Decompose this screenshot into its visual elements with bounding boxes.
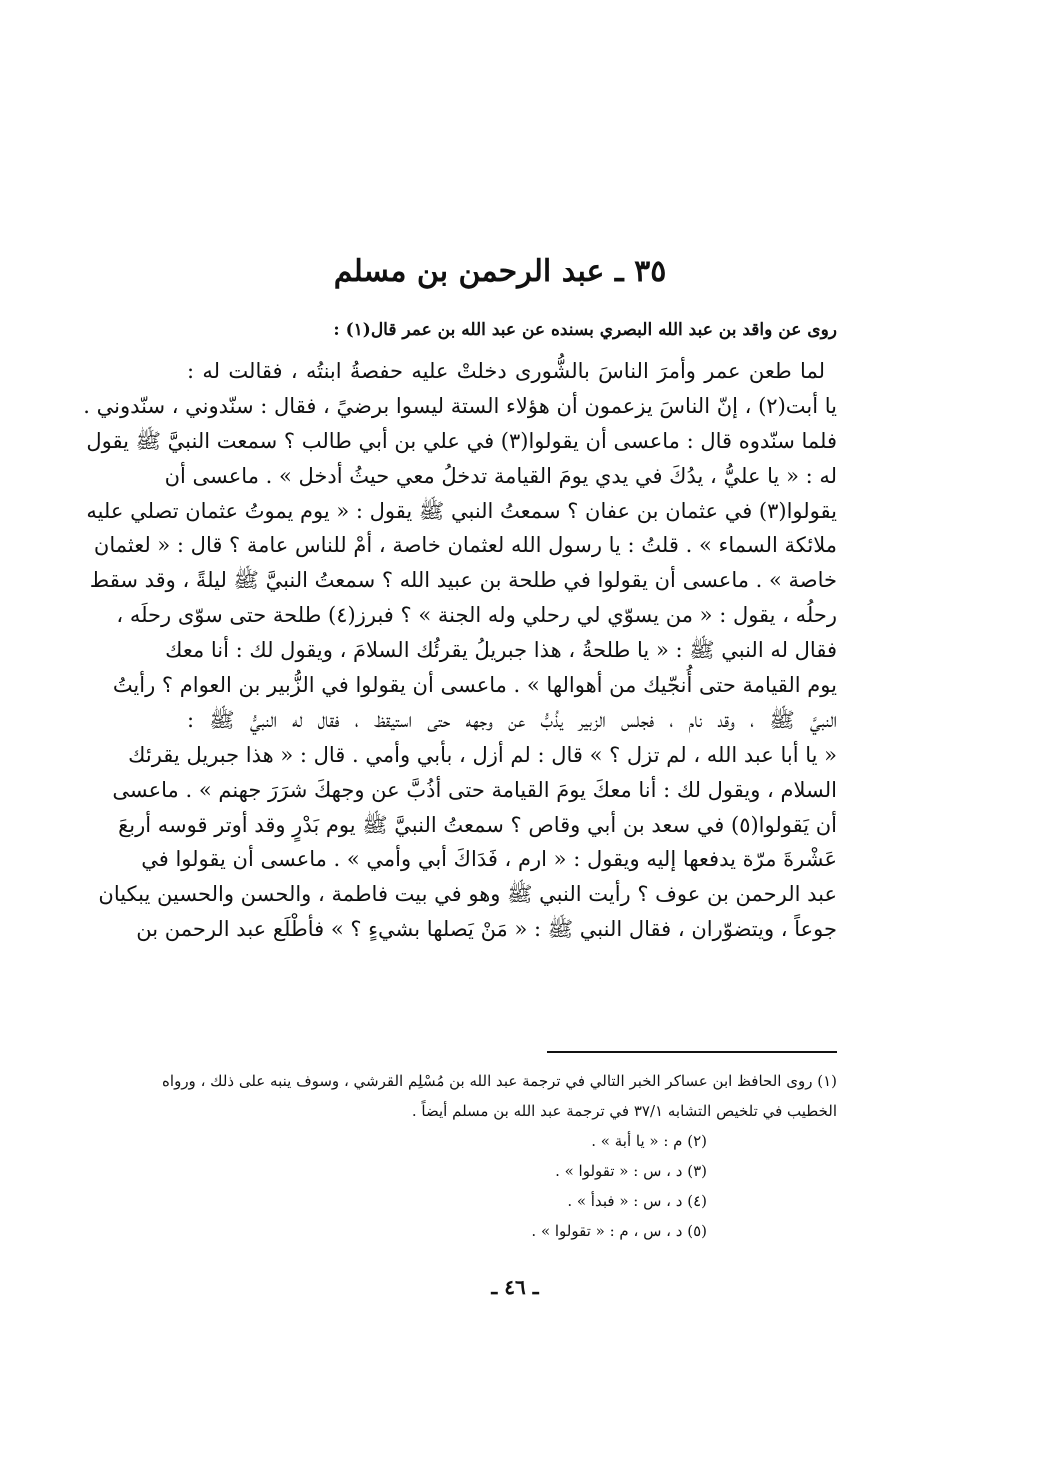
text-line: يا أبت(٢) ، إنّ الناسَ يزعمون أن هؤلاء الستة ليسوا برضيً ، فقال : سنّدوني ، سنّدوني . (83, 393, 837, 418)
text-line: خاصة » . ماعسى أن يقولوا في طلحة بن عبيد الله ؟ سمعتُ النبيَّ ﷺ ليلةً ، وقد سقط (89, 568, 837, 593)
text-line: له : « يا عليُّ ، يدُكَ في يدي يومَ القيامة تدخلُ معي حيثُ أدخل » . ماعسى أن (164, 463, 837, 488)
text-line: عبد الرحمن بن عوف ؟ رأيت النبي ﷺ وهو في بيت فاطمة ، والحسن والحسين يبكيان (98, 882, 837, 907)
main-text (83, 354, 837, 947)
footnote-divider (547, 1051, 837, 1053)
footnote-4: (٤) د ، س : « فبدأ » . (567, 1192, 707, 1210)
footnote-1: (١) روى الحافظ ابن عساكر الخبر التالي في ترجمة عبد الله بن مُسْلِم القرشي ، وسوف ينبه على ذلك ، ورواه (162, 1072, 837, 1090)
text-line: جوعاً ، ويتضوّران ، فقال النبي ﷺ : « مَنْ يَصلها بشيءٍ ؟ » فأطْلَع عبد الرحمن بن (136, 917, 837, 942)
text-line: رحلُه ، يقول : « من يسوّي لي رحلي وله الجنة » ؟ فبرز(٤) طلحة حتى سوّى رحلَه ، (116, 603, 837, 628)
text-line: فقال له النبي ﷺ : « يا طلحةُ ، هذا جبريلُ يقرئُك السلامَ ، ويقول لك : أنا معك (165, 638, 837, 663)
text-line: « يا أبا عبد الله ، لم تزل ؟ » قال : لم أزل ، بأبي وأمي . قال : « هذا جبريل يقرئك (128, 742, 837, 767)
text-line: عَشْرةَ مرّة يدفعها إليه ويقول : « ارم ، فَدَاكَ أبي وأمي » . ماعسى أن يقولوا في (141, 847, 837, 872)
footnote-2: (٢) م : « يا أبة » . (591, 1132, 707, 1150)
text-line: يوم القيامة حتى أُنجّيك من أهوالها » . ماعسى أن يقولوا في الزُّبير بن العوام ؟ رأيتُ (112, 673, 837, 698)
footnote-1-continued: الخطيب في تلخيص التشابه ٣٧/١ في ترجمة عبد الله بن مسلم أيضاً . (411, 1102, 837, 1120)
text-line: فلما سنّدوه قال : ماعسى أن يقولوا(٣) في علي بن أبي طالب ؟ سمعت النبيَّ ﷺ يقول (86, 428, 837, 453)
footnote-5: (٥) د ، س ، م : « تقولوا » . (531, 1222, 707, 1240)
text-line: أن يَقولوا(٥) في سعد بن أبي وقاص ؟ سمعتُ النبيَّ ﷺ يوم بَدْرٍ وقد أوتر قوسه أربعَ (118, 812, 837, 837)
chapter-title: ٣٥ ـ عبد الرحمن بن مسلم (333, 254, 667, 289)
text-line: لما طعن عمر وأمرَ الناسَ بالشُّورى دخلتْ عليه حفصةُ ابنتُه ، فقالت له : (187, 359, 825, 383)
text-line: ملائكة السماء » . قلتُ : يا رسول الله لعثمان خاصة ، أمْ للناس عامة ؟ قال : « لعثمان (93, 533, 837, 558)
text-line: يقولوا(٣) في عثمان بن عفان ؟ سمعتُ النبي ﷺ يقول : « يوم يموتُ عثمان تصلي عليه (86, 498, 837, 523)
isnad-line: روى عن واقد بن عبد الله البصري بسنده عن عبد الله بن عمر قال(١) : (333, 320, 837, 340)
page-number: ـ ٤٦ ـ (491, 1275, 539, 1299)
text-line: النبيَّ ﷺ ، وقد نام ، فجلس الزبير يذُبُّ عن وجهه حتى استيقظ ، فقال له النبيُّ ﷺ : (187, 707, 837, 732)
footnote-3: (٣) د ، س : « تقولوا » . (555, 1162, 707, 1180)
footnotes (162, 1066, 837, 1246)
text-line: السلام ، ويقول لك : أنا معكَ يومَ القيامة حتى أذُبَّ عن وجهكَ شرَرَ جهنم » . ماعسى (112, 777, 837, 802)
